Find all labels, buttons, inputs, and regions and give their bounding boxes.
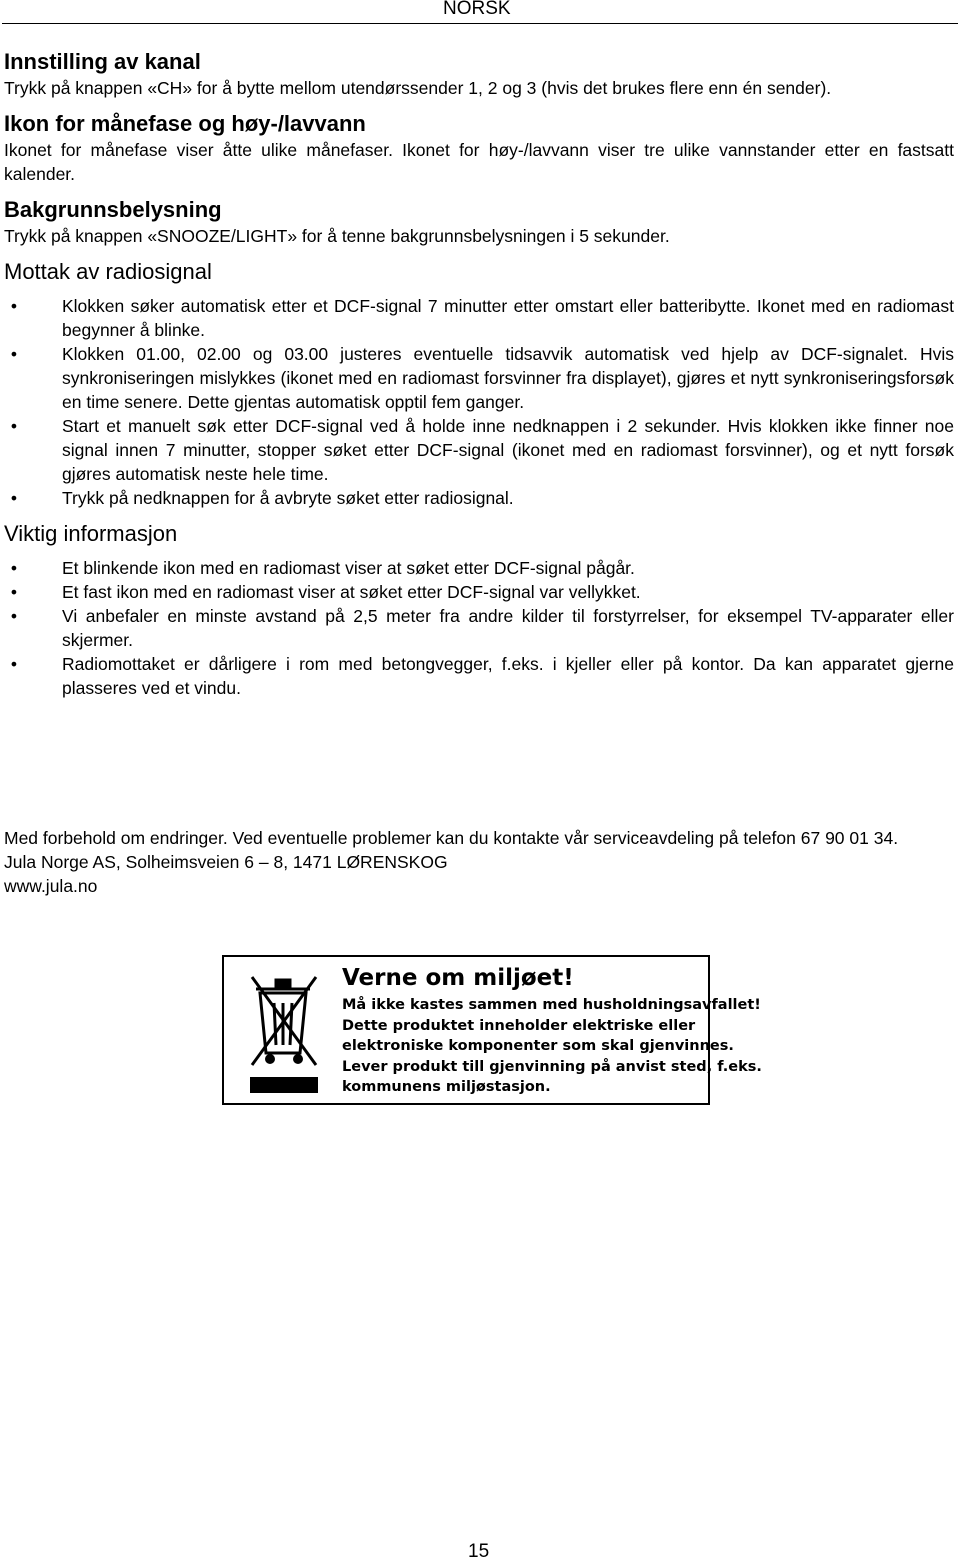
environment-line: Lever produkt till gjenvinning på anvist sted, f.eks. <box>342 1058 762 1075</box>
section-backlight <box>4 196 954 248</box>
bullet-icon: • <box>10 606 18 626</box>
bullet-icon: • <box>10 416 18 436</box>
document-body <box>4 48 954 710</box>
environment-line: Dette produktet inneholder elektriske eller <box>342 1017 696 1034</box>
environment-text <box>342 963 762 1098</box>
footer-address: Jula Norge AS, Solheimsveien 6 – 8, 1471 LØRENSKOG <box>4 852 448 872</box>
footer-contact <box>4 826 956 898</box>
list-item: • Et blinkende ikon med en radiomast viser at søket etter DCF-signal pågår. <box>4 556 954 580</box>
header-language: NORSK <box>443 0 511 19</box>
environment-line: kommunens miljøstasjon. <box>342 1079 551 1096</box>
list-item: • Radiomottaket er dårligere i rom med betongvegger, f.eks. i kjeller eller på kontor. Da kan apparatet gjerne plasseres ved et vindu. <box>4 652 954 700</box>
environment-line: Må ikke kastes sammen med husholdningsavfallet! <box>342 997 761 1013</box>
section-text-channel: Trykk på knappen «CH» for å bytte mellom utendørssender 1, 2 og 3 (hvis det brukes flere enn én sender). <box>4 78 832 98</box>
bullet-icon: • <box>10 582 18 602</box>
bullet-icon: • <box>10 296 18 316</box>
page-number: 15 <box>468 1541 490 1562</box>
bullet-icon: • <box>10 654 18 674</box>
section-title-important: Viktig informasjon <box>4 521 178 546</box>
section-channel <box>4 48 954 100</box>
section-title-moon: Ikon for månefase og høy-/lavvann <box>4 111 366 136</box>
environment-title: Verne om miljøet! <box>342 965 574 991</box>
section-radio <box>4 258 954 510</box>
radio-list <box>4 294 954 510</box>
bullet-icon: • <box>10 344 18 364</box>
list-item: • Klokken søker automatisk etter et DCF-signal 7 minutter etter omstart eller batteribytte. Ikonet med en radiomast begynner å blinke. <box>4 294 954 342</box>
bullet-icon: • <box>10 488 18 508</box>
environment-notice <box>222 955 762 1105</box>
environment-line: elektroniske komponenter som skal gjenvinnes. <box>342 1038 734 1055</box>
list-item: • Trykk på nedknappen for å avbryte søket etter radiosignal. <box>4 486 954 510</box>
section-text-backlight: Trykk på knappen «SNOOZE/LIGHT» for å tenne bakgrunnsbelysningen i 5 sekunder. <box>4 226 670 246</box>
section-moon <box>4 110 954 186</box>
bullet-icon: • <box>10 558 18 578</box>
header-rule <box>2 23 958 24</box>
section-title-channel: Innstilling av kanal <box>4 49 201 74</box>
section-important <box>4 520 954 700</box>
list-item: • Vi anbefaler en minste avstand på 2,5 meter fra andre kilder til forstyrrelser, for eksempel TV-apparater eller skjermer. <box>4 604 954 652</box>
list-item: • Klokken 01.00, 02.00 og 03.00 justeres eventuelle tidsavvik automatisk ved hjelp av DCF-signalet. Hvis synkroniseringen mislykkes (ikonet med en radiomast forsvinner fra displayet), gjøres et nytt synkroniseringsforsøk en time senere. Dette gjentas automatisk opptil fem ganger. <box>4 342 954 414</box>
list-item: • Start et manuelt søk etter DCF-signal ved å holde inne nedknappen i 2 sekunder. Hvis klokken ikke finner noe signal innen 7 minutter, stopper søket etter DCF-signal (ikonet med en radiomast forsvinner), og et nytt forsøk gjøres automatisk neste hele time. <box>4 414 954 486</box>
crossed-out-wheelie-bin-icon <box>248 967 320 1095</box>
section-title-radio: Mottak av radiosignal <box>4 259 212 284</box>
list-item: • Et fast ikon med en radiomast viser at søket etter DCF-signal var vellykket. <box>4 580 954 604</box>
footer-website[interactable]: www.jula.no <box>4 876 98 896</box>
important-list <box>4 556 954 700</box>
section-text-moon: Ikonet for månefase viser åtte ulike månefaser. Ikonet for høy-/lavvann viser tre ulike vannstander etter en fastsatt kalender. <box>4 140 954 184</box>
footer-changes: Med forbehold om endringer. Ved eventuelle problemer kan du kontakte vår serviceavdeling på telefon 67 90 01 34. <box>4 828 899 848</box>
section-title-backlight: Bakgrunnsbelysning <box>4 197 222 222</box>
